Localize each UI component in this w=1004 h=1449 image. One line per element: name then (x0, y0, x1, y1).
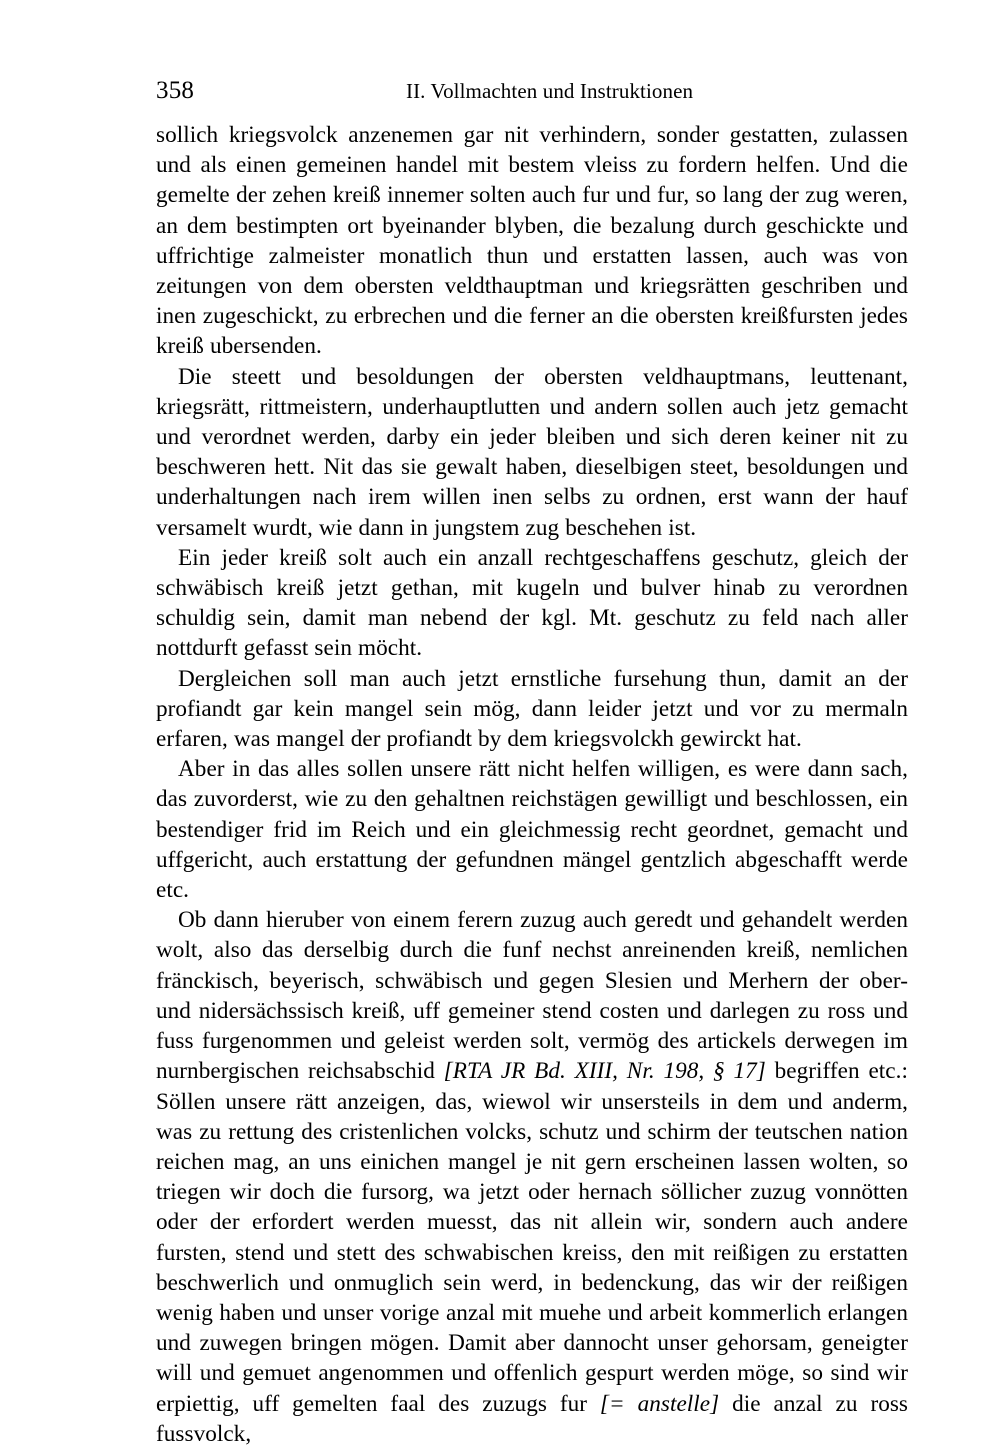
body-text-block (156, 120, 908, 1449)
paragraph-6 (156, 905, 908, 1449)
paragraph-2: Die steett und besoldungen der obersten veldhauptmans, leuttenant, kriegsrätt, rittmeistern, underhauptlutten und andern sollen auch jetz gemacht und verordnet werden, darby ein jeder bleiben und sich deren keiner nit zu beschweren hett. Nit das sie gewalt haben, dieselbigen steet, besoldungen und underhaltungen nach irem willen inen selbs zu ordnen, erst wann der hauf versamelt wurdt, wie dann in jungstem zug beschehen ist. (156, 363, 908, 541)
paragraph-3: Ein jeder kreiß solt auch ein anzall rechtgeschaffens geschutz, gleich der schwäbisch kreiß jetzt gethan, mit kugeln und bulver hinab zu verordnen schuldig sein, damit man nebend der kgl. Mt. geschutz zu feld nach aller nottdurft gefasst sein möcht. (156, 544, 908, 662)
editorial-note: [RTA JR Bd. XIII, Nr. 198, § 17] (443, 1058, 766, 1085)
text-run: Ob dann hieruber von einem ferern zuzug auch geredt und gehandelt werden wolt, also das derselbig durch die funf nechst anreinenden kreiß, nemlichen fränckisch, beyerisch, schwäbisch und gegen Slesien und Merhern der ober- und nidersächssisch kreiß, uff gemeiner stend costen und darlegen zu ross und fuss furgenommen und geleist werden solt, vermög des artickels derwegen im nurnbergischen reichsabschid (156, 907, 908, 1085)
paragraph-1: sollich kriegsvolck anzenemen gar nit verhindern, sonder gestatten, zulassen und als einen gemeinen handel mit bestem vleiss zu fordern helfen. Und die gemelte der zehen kreiß innemer solten auch fur und fur, so lang der zug weren, an dem bestimpten ort byeinander blyben, die bezalung durch geschickte und uffrichtige zalmeister monatlich thun und erstatten lassen, auch was von zeitungen von dem obersten veldthauptman und kriegsrätten geschriben und inen zugeschickt, zu erbrechen und die ferner an die obersten kreißfursten jedes kreiß ubersenden. (156, 122, 908, 360)
running-title: II. Vollmachten und Instruktionen (406, 79, 694, 103)
paragraph-4: Dergleichen soll man auch jetzt ernstliche fursehung thun, damit an der profiandt gar kein mangel sein mög, dann leider jetzt und vor zu mermaln erfaren, was mangel der profiandt by dem kriegsvolckh gewirckt hat. (156, 665, 908, 753)
text-run: begriffen etc.: Söllen unsere rätt anzeigen, das, wiewol wir unsersteils in dem und anderm, was zu rettung des cristenlichen volcks, schutz und schirm der teutschen nation reichen mag, an uns einichen mangel je nit gern erscheinen lassen wolten, so triegen wir doch die fursorg, wa jetzt oder hernach söllicher zuzug vonnötten oder der erfordert werden muesst, das nit allein wir, sondern auch andere fursten, stend und stett des schwabischen kreiss, den mit reißigen zu erstatten beschwerlich und onmuglich sein werd, in bedenckung, das wir der reißigen wenig haben und unser vorige anzal mit muehe und arbeit kommerlich erlangen und zuwegen bringen mögen. Damit aber dannocht unser gehorsam, geneigter will und gemuet angenommen und offenlich gespurt werden möge, so sind wir erpiettig, uff gemelten faal des zuzugs fur (156, 1058, 908, 1417)
page-number: 358 (156, 77, 195, 104)
paragraph-5: Aber in das alles sollen unsere rätt nicht helfen willigen, es were dann sach, das zuvorderst, wie zu den gehaltnen reichstägen gewilligt und beschlossen, ein bestendiger frid im Reich und ein gleichmessig recht geordnet, gemacht und uffgericht, auch erstattung der gefundnen mängel gentzlich abgeschafft werde etc. (156, 756, 908, 904)
running-head (156, 76, 908, 106)
editorial-note: [= anstelle] (599, 1390, 720, 1417)
text-run: die anzal zu ross fussvolck, (156, 1390, 909, 1447)
